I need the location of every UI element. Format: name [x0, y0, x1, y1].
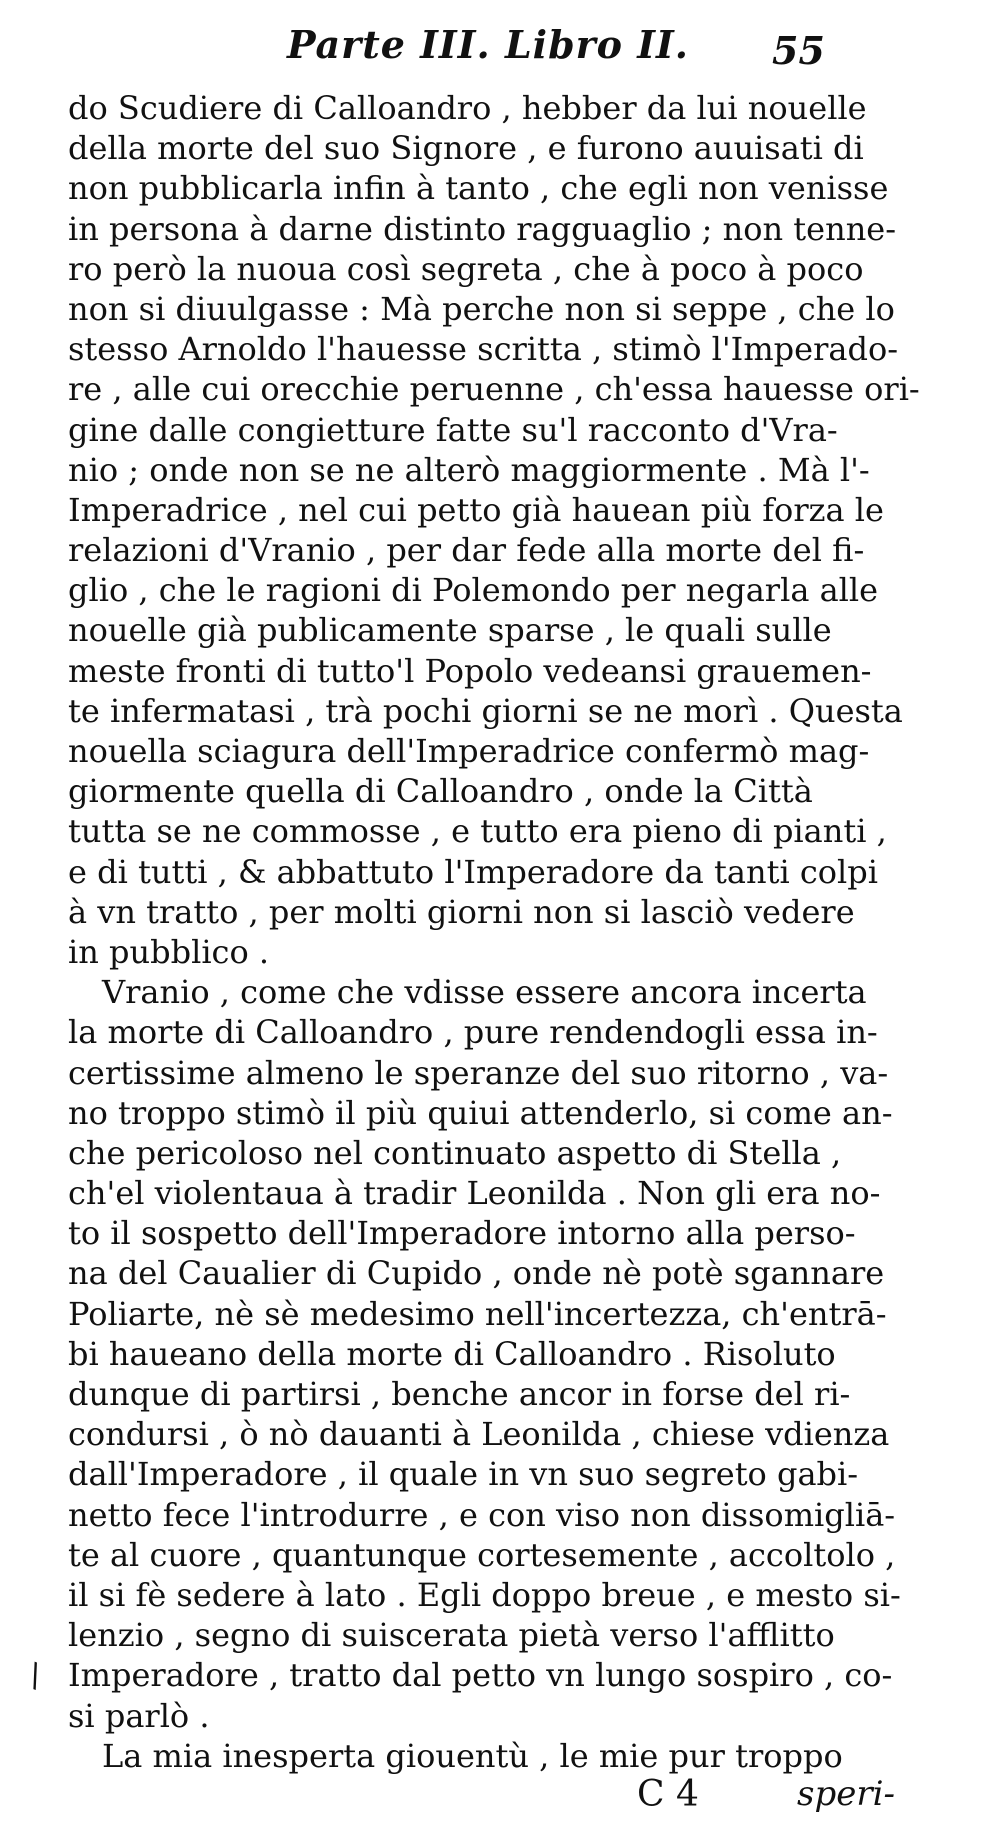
text-line: tutta se ne commosse , e tutto era pieno di pianti ,	[68, 812, 887, 851]
page-footer	[72, 1774, 932, 1824]
text-line: stesso Arnoldo l'hauesse scritta , stimò l'Imperado-	[68, 330, 899, 369]
text-line: ro però la nuoua così segreta , che à poco à poco	[68, 249, 864, 288]
text-line: e di tutti , & abbattuto l'Imperadore da tanti colpi	[68, 852, 878, 891]
text-line: no troppo stimò il più quiui attenderlo, si come an-	[68, 1093, 893, 1132]
text-line: giormente quella di Calloandro , onde la Città	[68, 772, 813, 811]
text-line: lenzio , segno di suiscerata pietà verso l'afflitto	[68, 1616, 835, 1655]
text-line: Imperadrice , nel cui petto già hauean più forza le	[68, 490, 884, 529]
text-line: bi haueano della morte di Calloandro . Risoluto	[68, 1334, 836, 1373]
text-line: à vn tratto , per molti giorni non si lasciò vedere	[68, 892, 855, 931]
running-head: Parte III. Libro II.	[287, 22, 690, 67]
text-line: meste fronti di tutto'l Popolo vedeansi grauemen-	[68, 651, 872, 690]
text-line: in pubblico .	[68, 932, 270, 971]
text-line: glio , che le ragioni di Polemondo per negarla alle	[68, 571, 879, 610]
text-line: netto fece l'introdurre , e con viso non dissomigliā-	[68, 1495, 896, 1534]
text-line: te al cuore , quantunque cortesemente , accoltolo ,	[68, 1535, 896, 1574]
text-line: in persona à darne distinto ragguaglio ; non tenne-	[68, 209, 897, 248]
text-line: dall'Imperadore , il quale in vn suo segreto gabi-	[68, 1455, 859, 1494]
text-line: condursi , ò nò dauanti à Leonilda , chiese vdienza	[68, 1415, 890, 1454]
text-line: il si fè sedere à lato . Egli doppo breue , e mesto si-	[68, 1575, 901, 1614]
text-line: do Scudiere di Calloandro , hebber da lui nouelle	[68, 89, 867, 127]
text-line: relazioni d'Vranio , per dar fede alla morte del fi-	[68, 531, 865, 570]
text-line: Imperadore , tratto dal petto vn lungo sospiro , co-	[68, 1656, 893, 1695]
page-header	[72, 22, 932, 82]
text-line: dunque di partirsi , benche ancor in forse del ri-	[68, 1375, 851, 1413]
text-line: certissime almeno le speranze del suo ritorno , va-	[68, 1053, 889, 1092]
text-line: nio ; onde non se ne alterò maggiormente . Mà l'-	[68, 450, 870, 489]
ink-mark: \	[23, 1655, 47, 1695]
text-line: non si diuulgasse : Mà perche non si seppe , che lo	[68, 289, 895, 328]
text-line: La mia inesperta giouentù , le mie pur troppo	[102, 1736, 843, 1775]
text-line: Vranio , come che vdisse essere ancora incerta	[102, 973, 867, 1012]
page-number: 55	[772, 28, 825, 73]
text-line: re , alle cui orecchie peruenne , ch'essa hauesse ori-	[68, 370, 920, 409]
text-line: gine dalle congietture fatte su'l racconto d'Vra-	[68, 410, 838, 449]
signature-mark: C 4	[637, 1774, 699, 1815]
body-text	[68, 88, 940, 1776]
text-line: non pubblicarla infin à tanto , che egli non venisse	[68, 169, 889, 208]
text-line: che pericoloso nel continuato aspetto di Stella ,	[68, 1133, 842, 1172]
catchword: speri-	[797, 1774, 895, 1814]
text-line: nouelle già publicamente sparse , le quali sulle	[68, 611, 832, 650]
text-line: te infermatasi , trà pochi giorni se ne morì . Questa	[68, 691, 903, 730]
text-line: nouella sciagura dell'Imperadrice confermò mag-	[68, 732, 870, 770]
text-line: Poliarte, nè sè medesimo nell'incertezza, ch'entrā-	[68, 1294, 887, 1333]
text-line: na del Caualier di Cupido , onde nè potè sgannare	[68, 1254, 885, 1293]
text-line: to il sospetto dell'Imperadore intorno alla perso-	[68, 1214, 856, 1253]
text-line: ch'el violentaua à tradir Leonilda . Non gli era no-	[68, 1174, 881, 1213]
text-line: della morte del suo Signore , e furono auuisati di	[68, 129, 864, 168]
text-line: si parlò .	[68, 1696, 210, 1735]
text-line: la morte di Calloandro , pure rendendogli essa in-	[68, 1013, 878, 1052]
